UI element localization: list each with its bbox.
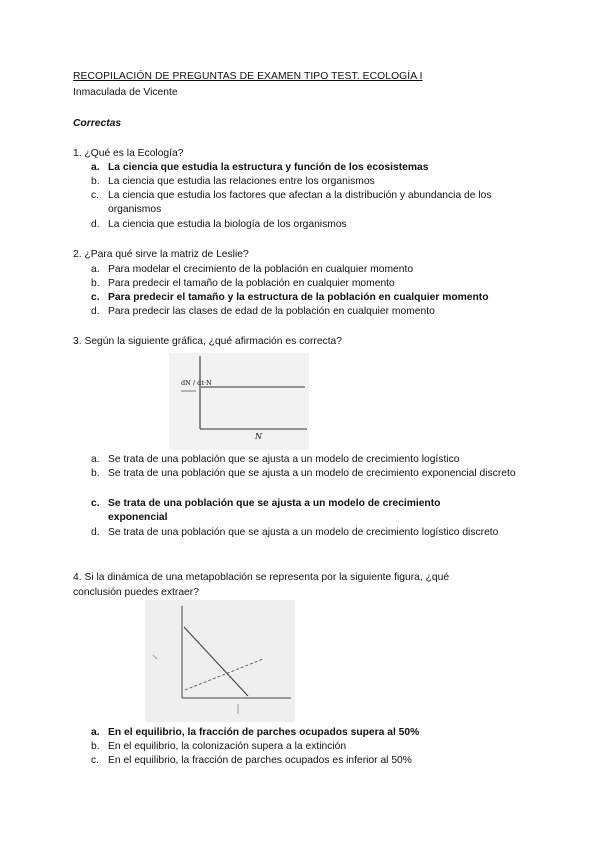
q2-option-a — [91, 263, 531, 277]
figure-metapopulation-plot — [145, 600, 295, 722]
option-text: Se trata de una población que se ajusta a un modelo de crecimiento exponencial discreto — [108, 468, 516, 479]
option-text: La ciencia que estudia la biología de los organismos — [108, 219, 347, 230]
q3-option-a — [91, 453, 531, 467]
growth-rate-plot-svg — [169, 353, 309, 450]
option-text: La ciencia que estudia los factores que afectan a la distribución y abundancia de los organismos — [108, 190, 492, 215]
option-letter: b. — [91, 278, 100, 289]
q4-option-c — [91, 754, 531, 768]
question-3: 3. Según la siguiente gráfica, ¿qué afirmación es correcta? — [73, 336, 343, 347]
q1-option-a — [91, 161, 531, 175]
option-text: En el equilibrio, la fracción de parches ocupados supera al 50% — [108, 727, 420, 738]
option-text: En el equilibrio, la fracción de parches ocupados es inferior al 50% — [108, 755, 412, 766]
section-heading: Correctas — [73, 118, 122, 129]
option-letter: d. — [91, 219, 100, 230]
q4-option-a — [91, 726, 531, 740]
document-title: RECOPILACIÓN DE PREGUNTAS DE EXAMEN TIPO TEST. ECOLOGÍA I — [73, 71, 423, 82]
figure-growth-rate-plot — [169, 353, 309, 450]
option-text: Se trata de una población que se ajusta a un modelo de crecimiento logístico — [108, 454, 460, 465]
option-letter: d. — [91, 306, 100, 317]
option-letter: c. — [91, 292, 100, 303]
q4-option-b — [91, 740, 531, 754]
question-2: 2. ¿Para qué sirve la matriz de Leslie? — [73, 249, 249, 260]
option-letter: b. — [91, 468, 100, 479]
q2-option-b — [91, 277, 531, 291]
extinction-line — [184, 627, 248, 696]
q1-option-d — [91, 218, 531, 232]
option-text: Para modelar el crecimiento de la población en cualquier momento — [108, 264, 414, 275]
q3-option-d — [91, 526, 521, 540]
q3-option-c — [91, 497, 491, 525]
option-letter: b. — [91, 741, 100, 752]
option-letter: a. — [91, 727, 100, 738]
x-axis-label: N — [255, 432, 262, 441]
option-letter: a. — [91, 162, 100, 173]
q3-option-b — [91, 467, 521, 481]
option-letter: c. — [91, 498, 100, 509]
q2-option-d — [91, 305, 531, 319]
option-text: Para predecir las clases de edad de la población en cualquier momento — [108, 306, 435, 317]
option-letter: a. — [91, 264, 100, 275]
option-text: Para predecir el tamaño de la población en cualquier momento — [108, 278, 395, 289]
option-letter: c. — [91, 190, 100, 201]
option-text: Para predecir el tamaño y la estructura de la población en cualquier momento — [108, 292, 489, 303]
option-letter: b. — [91, 176, 100, 187]
document-author: Inmaculada de Vicente — [73, 87, 178, 98]
colonization-line — [185, 659, 263, 690]
y-axis-mark — [153, 655, 157, 659]
option-text: En el equilibrio, la colonización supera a la extinción — [108, 741, 347, 752]
option-letter: c. — [91, 755, 100, 766]
option-text: La ciencia que estudia las relaciones entre los organismos — [108, 176, 375, 187]
option-text: Se trata de una población que se ajusta a un modelo de crecimiento exponencial — [108, 498, 441, 523]
question-1: 1. ¿Qué es la Ecología? — [73, 148, 184, 159]
question-4: 4. Si la dinámica de una metapoblación se representa por la siguiente figura, ¿qué conclusión puedes extraer? — [73, 572, 450, 598]
q2-option-c — [91, 291, 531, 305]
metapopulation-plot-svg — [145, 600, 295, 722]
option-text: Se trata de una población que se ajusta a un modelo de crecimiento logístico discreto — [108, 527, 499, 538]
q1-option-c — [91, 189, 531, 217]
q1-option-b — [91, 175, 531, 189]
option-letter: d. — [91, 527, 100, 538]
y-axis-label: dN / dt·N — [181, 379, 212, 387]
option-letter: a. — [91, 454, 100, 465]
option-text: La ciencia que estudia la estructura y función de los ecosistemas — [108, 162, 429, 173]
